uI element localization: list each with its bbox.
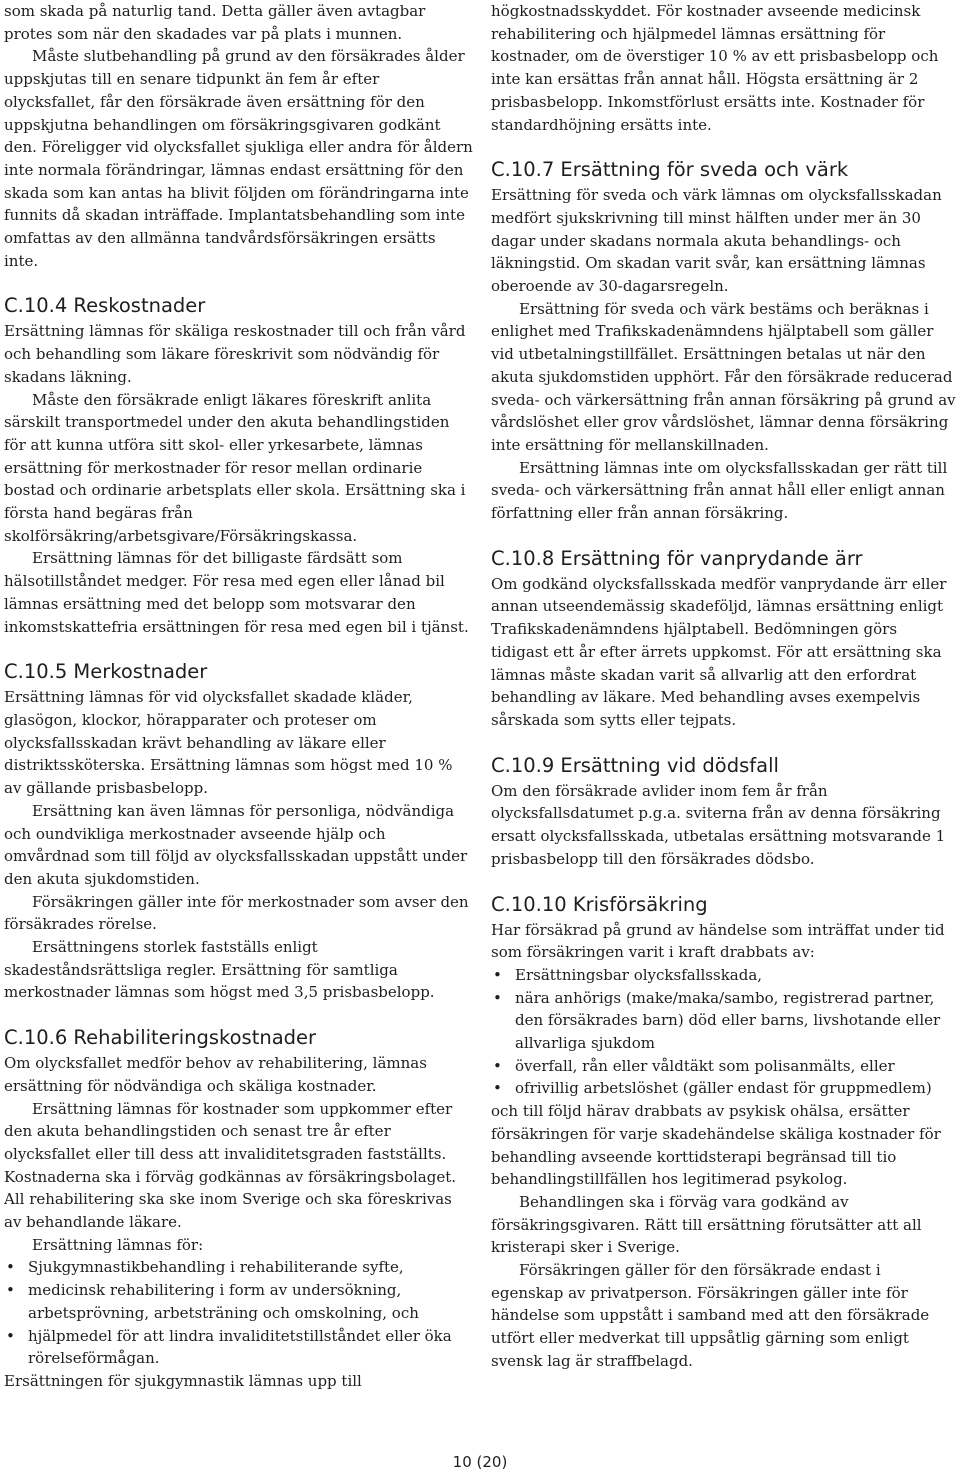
paragraph: Ersättningen för sjukgymnastik lämnas upp till	[4, 1371, 362, 1390]
page-number: 10 (20)	[452, 1453, 508, 1471]
paragraph: som skada på naturlig tand. Detta gäller även avtagbar protes som när den skadades var på plats i munnen.	[4, 2, 426, 43]
paragraph: Ersättning lämnas för kostnader som uppkommer efter den akuta behandlingstiden och senast tre år efter olycksfallet eller till dess att invaliditetsgraden fastställts. Kostnaderna ska i förväg godkännas av försäkringsbolaget. All rehabilitering ska ske inom Sverige och ska föreskrivas av behandlande läkare.	[4, 1099, 457, 1232]
right-column	[491, 0, 957, 1373]
paragraph: Behandlingen ska i förväg vara godkänd av försäkringsgivaren. Rätt till ersättning förutsätter att all kristerapi sker i Sverige.	[491, 1192, 922, 1257]
paragraph: Om godkänd olycksfallsskada medför vanprydande ärr eller annan utseendemässig skadeföljd, lämnas ersättning enligt Trafikskadenämndens hjälptabell. Bedömningen görs tidigast ett år efter ärrets uppkomst. För att ersättning ska lämnas måste skadan varit så allvarlig att den erfordrat behandling av läkare. Med behandling avses exempelvis sårskada som sytts eller tejpats.	[491, 574, 947, 729]
list-item: • Ersättningsbar olycksfallsskada,	[491, 964, 957, 987]
paragraph: Ersättning lämnas inte om olycksfallsskadan ger rätt till sveda- och värkersättning från annat håll eller enligt annan författning eller från annan försäkring.	[491, 458, 948, 523]
list-item: • hjälpmedel för att lindra invaliditetstillståndet eller öka rörelseförmågan.	[4, 1325, 474, 1370]
paragraph: Måste den försäkrade enligt läkares föreskrift anlita särskilt transportmedel under den akuta behandlingstiden för att kunna utföra sitt skol- eller yrkesarbete, lämnas ersättning för merkostnader för resor mellan ordinarie bostad och ordinarie arbetsplats eller skola. Ersättning ska i första hand begäras från skolförsäkring/arbetsgivare/Försäkringskassa.	[4, 390, 466, 545]
paragraph: Ersättning för sveda och värk lämnas om olycksfallsskadan medfört sjukskrivning till minst hälften under mer än 30 dagar under skadans normala akuta behandlings- och läkningstid. Om skadan varit svår, kan ersättning lämnas oberoende av 30-dagarsregeln.	[491, 186, 942, 296]
paragraph: Måste slutbehandling på grund av den försäkrades ålder uppskjutas till en senare tidpunkt än fem år efter olycksfallet, får den försäkrade även ersättning för den uppskjutna behandlingen om försäkringsgivaren godkänt den. Föreligger vid olycksfallet sjukliga eller andra för åldern inte normala förändringar, lämnas endast ersättning för den skada som kan antas ha blivit följden om förändringarna inte funnits då skadan inträffade. Implantatsbehandling som inte omfattas av den allmänna tandvårdsförsäkringen ersätts inte.	[4, 47, 473, 270]
section-heading-c-10-4: C.10.4 Reskostnader	[4, 294, 206, 318]
paragraph: Ersättning kan även lämnas för personliga, nödvändiga och oundvikliga merkostnader avseende hjälp och omvårdnad som till följd av olycksfallsskadan uppstått under den akuta sjukdomstiden.	[4, 801, 468, 888]
section-heading-c-10-5: C.10.5 Merkostnader	[4, 660, 208, 684]
paragraph: Försäkringen gäller inte för merkostnader som avser den försäkrades rörelse.	[4, 892, 469, 934]
paragraph: Om olycksfallet medför behov av rehabilitering, lämnas ersättning för nödvändiga och skäliga kostnader.	[4, 1054, 427, 1095]
section-heading-c-10-8: C.10.8 Ersättning för vanprydande ärr	[491, 546, 863, 570]
paragraph: Ersättning lämnas för skäliga reskostnader till och från vård och behandling som läkare föreskrivit som nödvändig för skadans läkning.	[4, 322, 466, 386]
bullet-list	[491, 964, 957, 1100]
paragraph: högkostnadsskyddet. För kostnader avseende medicinsk rehabilitering och hjälpmedel lämnas ersättning för kostnader, om de överstiger 10 % av ett prisbasbelopp och inte kan ersättas från annat håll. Högsta ersättning är 2 prisbasbelopp. Inkomstförlust ersätts inte. Kostnader för standardhöjning ersätts inte.	[491, 2, 939, 134]
paragraph: Ersättning lämnas för:	[32, 1235, 204, 1254]
paragraph: Ersättningens storlek fastställs enligt skadeståndsrättsliga regler. Ersättning för samtliga merkostnader lämnas som högst med 3,5 prisbasbelopp.	[4, 938, 435, 1002]
list-item: • medicinsk rehabilitering i form av undersökning, arbetsprövning, arbetsträning och omskolning, och	[4, 1279, 474, 1324]
paragraph: Har försäkrad på grund av händelse som inträffat under tid som försäkringen varit i kraft drabbats av:	[491, 920, 945, 962]
bullet-list	[4, 1256, 474, 1370]
list-item: • Sjukgymnastikbehandling i rehabiliterande syfte,	[4, 1256, 474, 1279]
paragraph: Om den försäkrade avlider inom fem år från olycksfallsdatumet p.g.a. sviterna från av denna försäkring ersatt olycksfallsskada, utbetalas ersättning motsvarande 1 prisbasbelopp till den försäkrades dödsbo.	[491, 781, 946, 868]
paragraph: Ersättning för sveda och värk bestäms och beräknas i enlighet med Trafikskadenämndens hjälptabell som gäller vid utbetalningstillfället. Ersättningen betalas ut när den akuta sjukdomstiden upphört. Får den försäkrade reducerad sveda- och värkersättning från annan försäkring på grund av vårdslöshet eller grov vårdslöshet, lämnar denna försäkring inte ersättning för mellanskillnaden.	[491, 299, 956, 454]
section-heading-c-10-7: C.10.7 Ersättning för sveda och värk	[491, 158, 849, 182]
left-column	[4, 0, 474, 1393]
paragraph: och till följd härav drabbats av psykisk ohälsa, ersätter försäkringen för varje skadehändelse skäliga kostnader för behandling avseende korttidsterapi begränsad till tio behandlingstillfällen hos legitimerad psykolog.	[491, 1102, 941, 1189]
section-heading-c-10-10: C.10.10 Krisförsäkring	[491, 892, 708, 916]
list-item: • överfall, rån eller våldtäkt som polisanmälts, eller	[491, 1055, 957, 1078]
paragraph: Ersättning lämnas för det billigaste färdsätt som hälsotillståndet medger. För resa med egen eller lånad bil lämnas ersättning med det belopp som motsvarar den inkomstskattefria ersättningen för resa med egen bil i tjänst.	[4, 549, 469, 636]
section-heading-c-10-6: C.10.6 Rehabiliteringskostnader	[4, 1026, 317, 1050]
paragraph: Ersättning lämnas för vid olycksfallet skadade kläder, glasögon, klockor, hörapparater och proteser om olycksfallsskadan krävt behandling av läkare eller distriktssköterska. Ersättning lämnas som högst med 10 % av gällande prisbasbelopp.	[4, 688, 453, 798]
list-item: • nära anhörigs (make/maka/sambo, registrerad partner, den försäkrades barn) död eller barns, livshotande eller allvarliga sjukdom	[491, 987, 957, 1055]
section-heading-c-10-9: C.10.9 Ersättning vid dödsfall	[491, 753, 779, 777]
paragraph: Försäkringen gäller för den försäkrade endast i egenskap av privatperson. Försäkringen gäller inte för händelse som uppstått i samband med att den försäkrade utfört eller medverkat till uppsåtlig gärning som enligt svensk lag är straffbelagd.	[491, 1261, 930, 1370]
list-item: • ofrivillig arbetslöshet (gäller endast för gruppmedlem)	[491, 1077, 957, 1100]
